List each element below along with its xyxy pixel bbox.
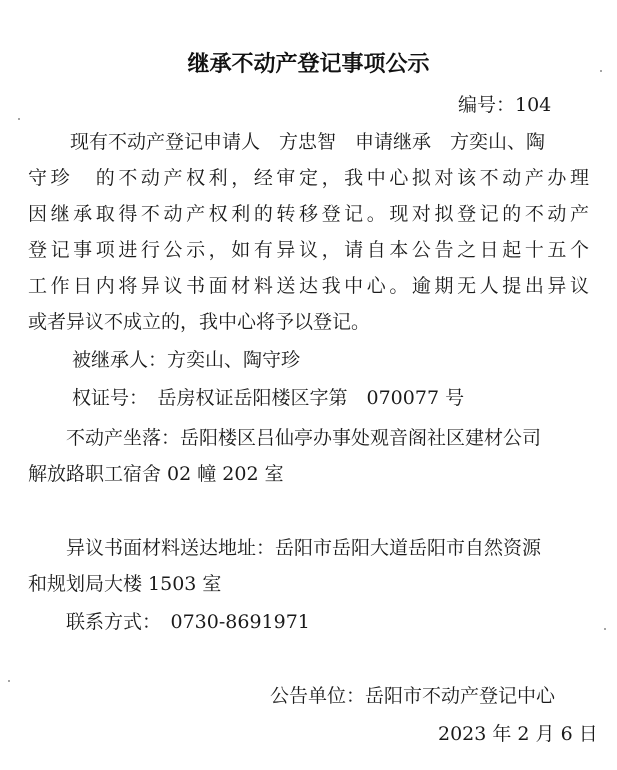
body-line-1: 现有不动产登记申请人 方忠智 申请继承 方奕山、陶 bbox=[70, 131, 546, 153]
decedents-line: 被继承人：方奕山、陶守珍 bbox=[72, 349, 301, 371]
body-line-6: 或者异议不成立的，我中心将予以登记。 bbox=[28, 311, 371, 333]
certificate-line: 权证号： 岳房权证岳阳楼区字第 070077 号 bbox=[72, 387, 465, 409]
objection-address-line-1: 异议书面材料送达地址：岳阳市岳阳大道岳阳市自然资源 bbox=[66, 537, 542, 559]
location-line-1: 不动产坐落：岳阳楼区吕仙亭办事处观音阁社区建材公司 bbox=[66, 427, 542, 449]
notice-title: 继承不动产登记事项公示 bbox=[187, 52, 430, 77]
issuer-line: 公告单位：岳阳市不动产登记中心 bbox=[270, 685, 556, 707]
serial-number: 编号：104 bbox=[458, 94, 552, 116]
scan-speck bbox=[8, 680, 10, 682]
scan-speck bbox=[604, 628, 606, 630]
scan-speck bbox=[600, 70, 602, 72]
contact-line: 联系方式： 0730-8691971 bbox=[66, 611, 310, 633]
body-line-5: 工作日内将异议书面材料送达我中心。逾期无人提出异议 bbox=[28, 275, 589, 297]
body-line-3: 因继承取得不动产权利的转移登记。现对拟登记的不动产 bbox=[28, 203, 589, 225]
body-line-2: 守珍 的不动产权利，经审定，我中心拟对该不动产办理 bbox=[28, 167, 589, 189]
objection-address-line-2: 和规划局大楼 1503 室 bbox=[28, 573, 222, 595]
date-line: 2023 年 2 月 6 日 bbox=[438, 723, 598, 745]
location-line-2: 解放路职工宿舍 02 幢 202 室 bbox=[28, 463, 284, 485]
body-line-4: 登记事项进行公示，如有异议，请自本公告之日起十五个 bbox=[28, 239, 589, 261]
scan-speck bbox=[18, 118, 20, 120]
